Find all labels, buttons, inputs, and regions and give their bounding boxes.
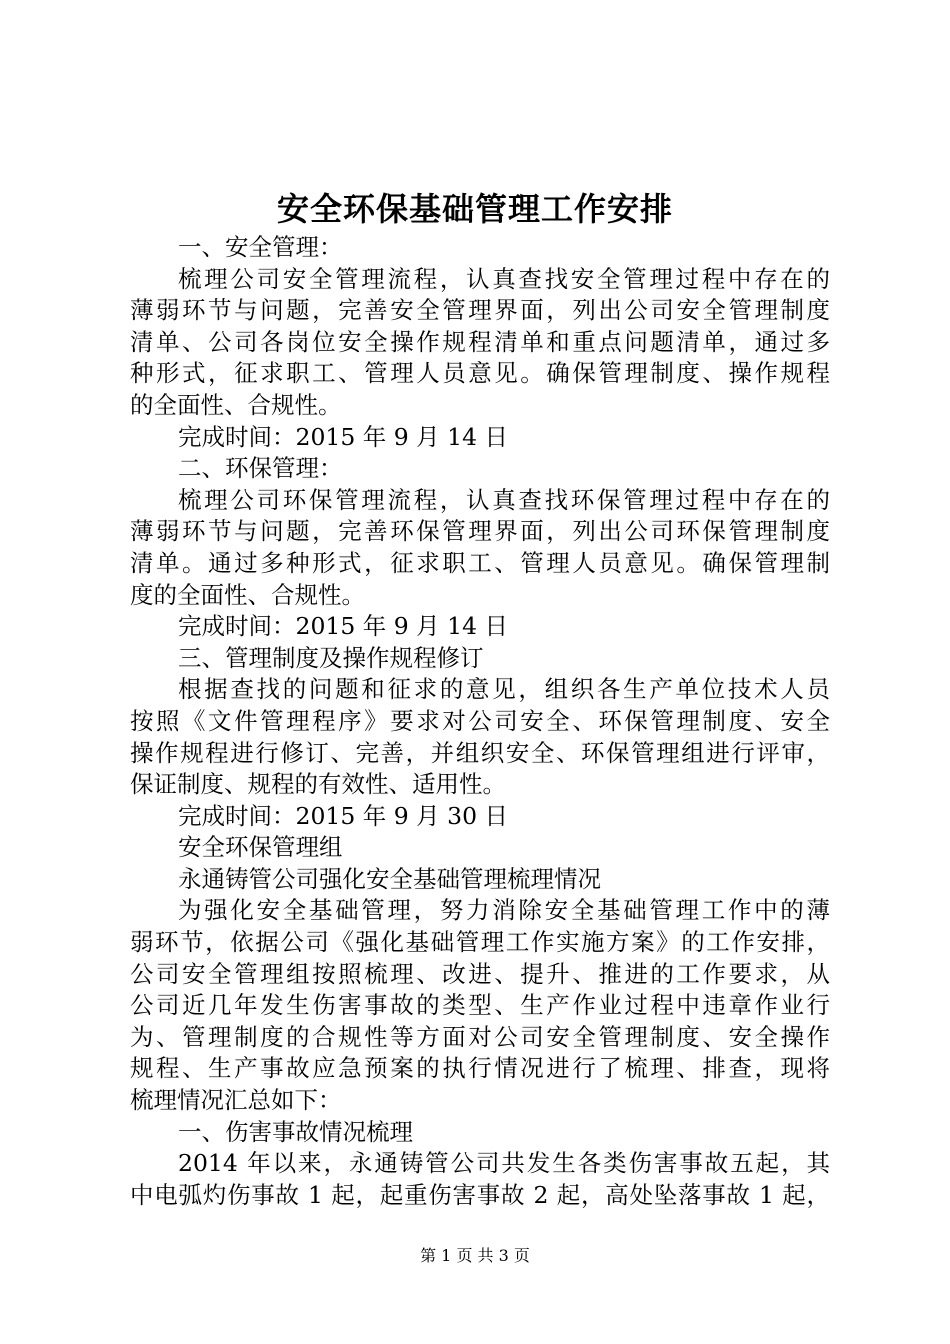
- text-line: 清单、公司各岗位安全操作规程清单和重点问题清单，通过多: [130, 327, 830, 356]
- document-body: [130, 232, 830, 1211]
- text-line: 安全环保管理组: [178, 833, 343, 862]
- document-title: 安全环保基础管理工作安排: [276, 190, 673, 228]
- text-line: 种形式，征求职工、管理人员意见。确保管理制度、操作规程: [130, 359, 830, 388]
- page-footer: 第 1 页 共 3 页: [420, 1246, 530, 1265]
- text-line: 公司近几年发生伤害事故的类型、生产作业过程中违章作业行: [130, 991, 830, 1020]
- text-line: 梳理公司环保管理流程，认真查找环保管理过程中存在的: [178, 485, 830, 514]
- text-line: 保证制度、规程的有效性、适用性。: [130, 770, 506, 799]
- text-line: 为强化安全基础管理，努力消除安全基础管理工作中的薄: [178, 896, 830, 925]
- text-line: 梳理公司安全管理流程，认真查找安全管理过程中存在的: [178, 264, 830, 293]
- text-line: 一、安全管理：: [178, 233, 343, 261]
- text-line: 规程、生产事故应急预案的执行情况进行了梳理、排查，现将: [130, 1054, 830, 1083]
- text-line: 操作规程进行修订、完善，并组织安全、环保管理组进行评审，: [130, 738, 830, 767]
- text-line: 的全面性、合规性。: [130, 390, 342, 419]
- text-line: 三、管理制度及操作规程修订: [178, 643, 484, 672]
- text-line: 按照《文件管理程序》要求对公司安全、环保管理制度、安全: [130, 706, 830, 735]
- text-line: 2014 年以来，永通铸管公司共发生各类伤害事故五起，其: [178, 1149, 830, 1178]
- text-line: 根据查找的问题和征求的意见，组织各生产单位技术人员: [178, 675, 830, 704]
- text-line: 完成时间：2015 年 9 月 30 日: [178, 801, 509, 830]
- text-line: 一、伤害事故情况梳理: [178, 1117, 413, 1146]
- text-line: 永通铸管公司强化安全基础管理梳理情况: [178, 864, 601, 893]
- text-line: 弱环节，依据公司《强化基础管理工作实施方案》的工作安排，: [130, 928, 830, 957]
- text-line: 二、环保管理：: [178, 454, 343, 483]
- text-line: 薄弱环节与问题，完善安全管理界面，列出公司安全管理制度: [130, 296, 830, 325]
- text-line: 为、管理制度的合规性等方面对公司安全管理制度、安全操作: [130, 1022, 830, 1051]
- text-line: 中电弧灼伤事故 1 起，起重伤害事故 2 起，高处坠落事故 1 起，: [130, 1180, 830, 1209]
- text-line: 公司安全管理组按照梳理、改进、提升、推进的工作要求，从: [130, 959, 830, 988]
- text-line: 度的全面性、合规性。: [130, 580, 365, 609]
- text-line: 完成时间：2015 年 9 月 14 日: [178, 422, 509, 451]
- text-line: 梳理情况汇总如下：: [130, 1086, 342, 1115]
- text-line: 清单。通过多种形式，征求职工、管理人员意见。确保管理制: [130, 548, 830, 577]
- text-line: 完成时间：2015 年 9 月 14 日: [178, 612, 509, 641]
- text-line: 薄弱环节与问题，完善环保管理界面，列出公司环保管理制度: [130, 517, 830, 546]
